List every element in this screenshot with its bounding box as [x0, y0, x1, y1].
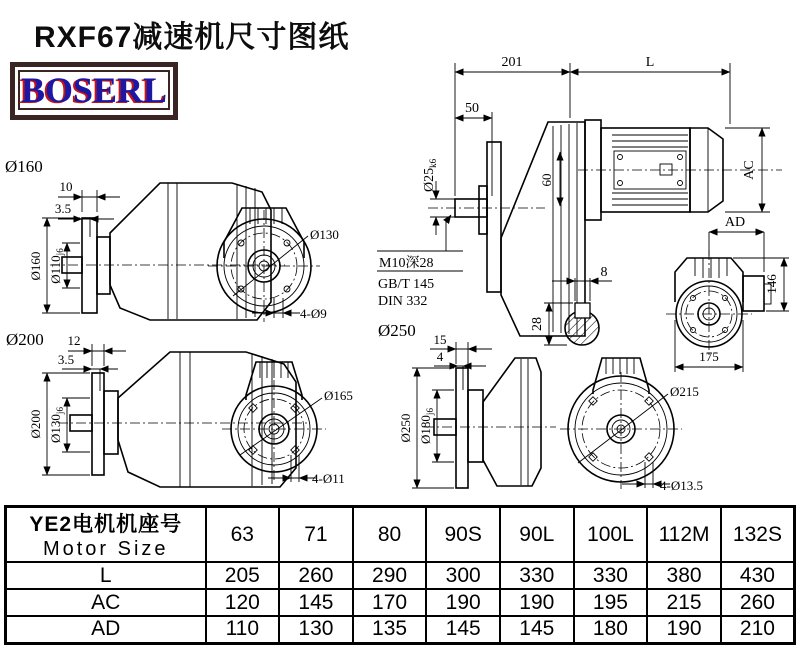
cell-L-80: 290 [353, 562, 427, 589]
dim-146: 146 [764, 274, 779, 294]
row-label-L: L [6, 562, 206, 589]
cell-AC-100L: 195 [574, 589, 648, 616]
dim-plate-10: 10 [59, 179, 73, 194]
flange200-plate [92, 373, 104, 475]
cell-AD-100L: 180 [574, 616, 648, 643]
col-132S: 132S [721, 507, 795, 563]
col-63: 63 [206, 507, 280, 563]
cell-L-132S: 430 [721, 562, 795, 589]
flange250-label: Ø250 [378, 321, 416, 340]
cell-AC-132S: 260 [721, 589, 795, 616]
dim-key-width: 8 [600, 265, 608, 280]
dim-step-4: 4 [436, 349, 444, 364]
cell-AD-132S: 210 [721, 616, 795, 643]
cell-AD-80: 135 [353, 616, 427, 643]
cell-L-90L: 330 [500, 562, 574, 589]
note-gbt145: GB/T 145 [378, 277, 435, 292]
front-view-165 [222, 362, 353, 486]
cell-AC-71: 145 [279, 589, 353, 616]
tapped-hole-note [377, 215, 463, 309]
note-din332: DIN 332 [378, 294, 428, 309]
motor-side-stub [743, 276, 764, 311]
cell-L-90S: 300 [426, 562, 500, 589]
gearbox160-housing [110, 183, 271, 320]
dim-bc-215: Ø215 [670, 384, 699, 399]
row-label-AD: AD [6, 616, 206, 643]
cell-L-63: 205 [206, 562, 280, 589]
dim-holes-4x11: 4-Ø11 [312, 471, 345, 486]
flange250-side-view [378, 321, 556, 488]
dim-holes-4x9: 4-Ø9 [300, 306, 327, 321]
cell-AD-71: 130 [279, 616, 353, 643]
flange160-label: Ø160 [5, 157, 43, 176]
motor-size-header-cn: YE2电机机座号 [29, 513, 183, 536]
shaft-key-section [530, 265, 612, 345]
note-tap: M10深28 [379, 256, 434, 271]
table-row-L [6, 562, 795, 589]
dim-od-250: Ø250 [398, 413, 413, 443]
flange160-plate [82, 218, 97, 313]
dim-shaft-dia: $Ø25_{k6}$ [422, 158, 438, 192]
table-row-AC [6, 589, 795, 616]
dim-spigot-180: $Ø180_{j6}$ [418, 408, 435, 444]
motor-size-header [6, 507, 206, 563]
dim-201: 201 [501, 55, 523, 70]
cell-L-112M: 380 [647, 562, 721, 589]
dim-L: L [645, 55, 655, 70]
dim-50: 50 [465, 101, 479, 116]
dim-AD: AD [724, 215, 746, 230]
dim-plate-12: 12 [67, 333, 81, 348]
dim-spigot-110: $Ø110_{j6}$ [48, 248, 65, 284]
dim-bc-165: Ø165 [324, 388, 353, 403]
dim-od-200: Ø200 [28, 409, 43, 439]
front-view-215 [560, 358, 703, 493]
col-90S: 90S [426, 507, 500, 563]
cell-AD-63: 110 [206, 616, 280, 643]
cell-AD-90S: 145 [426, 616, 500, 643]
page-title: RXF67减速机尺寸图纸 [34, 21, 350, 54]
right-side-view [666, 215, 789, 372]
dim-od-160: Ø160 [28, 251, 43, 281]
gearbox250-housing [483, 358, 541, 486]
gearbox-housing [501, 122, 585, 336]
col-112M: 112M [647, 507, 721, 563]
cell-L-100L: 330 [574, 562, 648, 589]
cell-AC-90S: 190 [426, 589, 500, 616]
cell-AC-63: 120 [206, 589, 280, 616]
cell-L-71: 260 [279, 562, 353, 589]
cell-AC-90L: 190 [500, 589, 574, 616]
cell-AD-112M: 190 [647, 616, 721, 643]
dim-step200-3.5: 3.5 [57, 352, 75, 367]
cell-AD-90L: 145 [500, 616, 574, 643]
dim-AC: AC [742, 160, 757, 180]
keyway [575, 303, 590, 318]
col-80: 80 [353, 507, 427, 563]
col-71: 71 [279, 507, 353, 563]
dim-175: 175 [699, 349, 719, 364]
gearbox-front-plate [487, 142, 501, 292]
cell-AC-80: 170 [353, 589, 427, 616]
table-header-row [6, 507, 795, 563]
gearbox200-housing [118, 352, 296, 487]
boserl-logo-text: BOSERL [20, 70, 168, 110]
dim-holes-4x13.5: 4-Ø13.5 [660, 478, 703, 493]
col-100L: 100L [574, 507, 648, 563]
bearing-cap [479, 186, 487, 234]
flange160-side-view [5, 157, 285, 320]
dim-key-height: 28 [530, 317, 545, 331]
dim-60: 60 [539, 173, 554, 187]
dimension-table [4, 505, 796, 645]
col-90L: 90L [500, 507, 574, 563]
dim-step-3.5: 3.5 [54, 201, 72, 216]
dim-spigot-130: $Ø130_{j6}$ [48, 407, 65, 443]
cell-AC-112M: 215 [647, 589, 721, 616]
table-row-AD [6, 616, 795, 643]
motor-size-header-en: Motor Size [42, 538, 169, 560]
row-label-AC: AC [6, 589, 206, 616]
flange250-plate [456, 368, 468, 488]
dim-plate-15: 15 [433, 332, 447, 347]
dim-bc-130: Ø130 [310, 227, 339, 242]
flange200-label: Ø200 [6, 330, 44, 349]
